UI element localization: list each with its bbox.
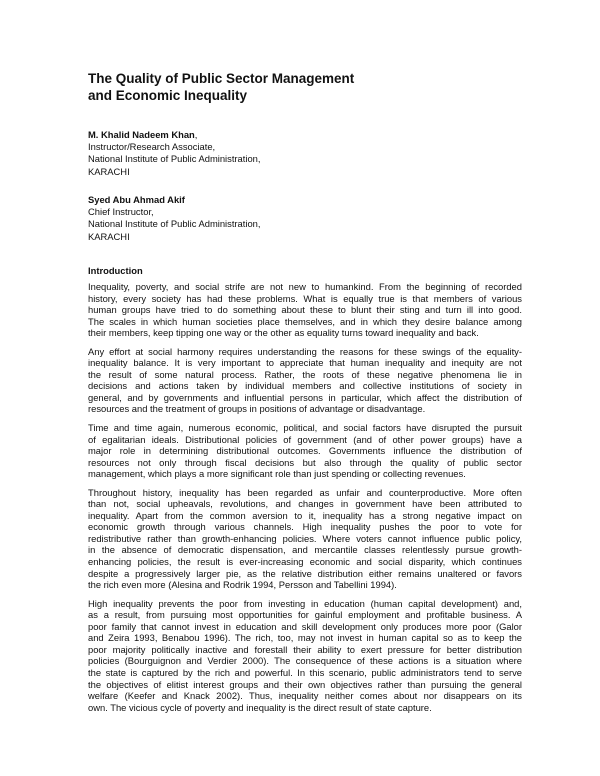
paragraph-line: of egalitarian ideals. Distributional policies of government (and of other power groups) have a [88, 433, 522, 445]
paragraph-line: management, which plays a more significant role than just spending or collecting revenues. [88, 468, 466, 480]
author-name: M. Khalid Nadeem Khan [88, 129, 195, 140]
paragraph-line: general, and by governments and influential persons in particular, which affect the distribution of [88, 391, 522, 403]
author-name: Syed Abu Ahmad Akif [88, 194, 185, 205]
paper-title-line-2: and Economic Inequality [88, 88, 248, 103]
paragraph-line: economic growth through various channels. High inequality pushes the poor to vote for [88, 521, 522, 533]
paragraph-line: their members, keep tipping one way or the other as equality turns toward inequality and back. [88, 327, 479, 339]
paragraph [88, 422, 522, 480]
paragraph-line: redistributive rather than growth-enhancing policies. Where voters cannot influence public policy, [88, 532, 522, 544]
author-block-1 [88, 129, 528, 178]
paragraph-line: Any effort at social harmony requires understanding the reasons for these swings of the equality- [88, 345, 522, 357]
paragraph-line: the rich even more (Alesina and Rodrik 1994, Persson and Tabellini 1994). [88, 579, 397, 591]
author-city: KARACHI [88, 165, 130, 177]
author-city: KARACHI [88, 230, 130, 242]
paragraph [88, 281, 522, 339]
paragraph-line: own. The vicious cycle of poverty and inequality is the direct result of state capture. [88, 701, 432, 713]
paragraph-line: welfare (Keefer and Knack 2002). Thus, inequality neither comes about nor disappears on its [88, 690, 522, 702]
author-role: Instructor/Research Associate, [88, 141, 216, 153]
paragraph [88, 487, 522, 591]
paragraph-line: poor family that cannot invest in education and skill development only produces more poor (Galor [88, 620, 522, 632]
paragraph-line: despite a progressively larger pie, as the relative distribution either remains unaltered or favors [88, 567, 522, 579]
paragraph-line: Time and time again, numerous economic, political, and social factors have disrupted the pursuit [88, 422, 522, 434]
paragraph-line: policies (Bourguignon and Verdier 2000). The consequence of these actions is a situation where [88, 655, 522, 667]
paragraph-line: enhancing policies, the result is ever-increasing economic and social disparity, which continues [88, 556, 522, 568]
paragraph-line: Throughout history, inequality has been regarded as unfair and counterproductive. More often [88, 486, 522, 498]
paragraph-line: and Zeira 1993, Benabou 1996). The rich, too, may not invest in human capital so as to keep the [88, 632, 522, 644]
author-institution: National Institute of Public Administration, [88, 153, 261, 165]
paragraph-line: resources and the treatment of groups in positions of advantage or disadvantage. [88, 403, 426, 415]
paragraph-line: inequality. Apart from the common aversion to it, inequality has a strong negative impact on [88, 509, 522, 521]
paragraph-line: The scales in which human societies place themselves, and in which they desire balance among [88, 315, 522, 327]
paragraph [88, 598, 522, 713]
paragraph-line: the objectives of elitist interest groups and their own objectives rather than pursuing the general [88, 678, 522, 690]
author-block-2 [88, 194, 528, 243]
paragraph-line: as a result, from pursuing most opportunities for gainful employment and profitable business. A [88, 609, 522, 621]
paragraph-line: in the absence of democratic dispensation, and mercantile classes relentlessly pursue growth- [88, 544, 522, 556]
paragraph-line: the state is captured by the rich and powerful. In this scenario, public administrators tend to serve [88, 666, 522, 678]
paragraph-line: history, every society has had these problems. What is equally true is that members of various [88, 292, 522, 304]
paragraph [88, 346, 522, 415]
paragraph-line: than not, social upheavals, revolutions, and changes in government have been attributed to [88, 498, 522, 510]
paragraph-line: decisions and actions taken by individual members and collective institutions of society in [88, 380, 522, 392]
author-institution: National Institute of Public Administration, [88, 218, 261, 230]
paper-title [88, 70, 528, 104]
paragraph-line: inequality balance. It is very important to appreciate that human inequality and inequity are not [88, 357, 522, 369]
paragraph-line: poor majority politically inactive and forestall their ability to exert pressure for better distribution [88, 643, 522, 655]
body-text [88, 281, 522, 720]
paragraph-line: High inequality prevents the poor from investing in education (human capital development) and, [88, 597, 522, 609]
section-heading-introduction: Introduction [88, 265, 143, 276]
author-role: Chief Instructor, [88, 206, 154, 218]
paragraph-line: major role in determining distributional outcomes. Governments influence the distribution of [88, 445, 522, 457]
paragraph-line: Inequality, poverty, and social strife are not new to humankind. From the beginning of recorded [88, 281, 522, 292]
paragraph-line: the result of some natural process. Rather, the roots of these negative phenomena lie in [88, 368, 522, 380]
paragraph-line: human groups have tried to do something about these to blunt their sting and turn ill into good. [88, 304, 522, 316]
paper-title-line-1: The Quality of Public Sector Management [88, 71, 355, 86]
author-name-suffix: , [194, 129, 198, 140]
paragraph-line: resources not only through fiscal decisions but also through the quality of public sector [88, 456, 522, 468]
